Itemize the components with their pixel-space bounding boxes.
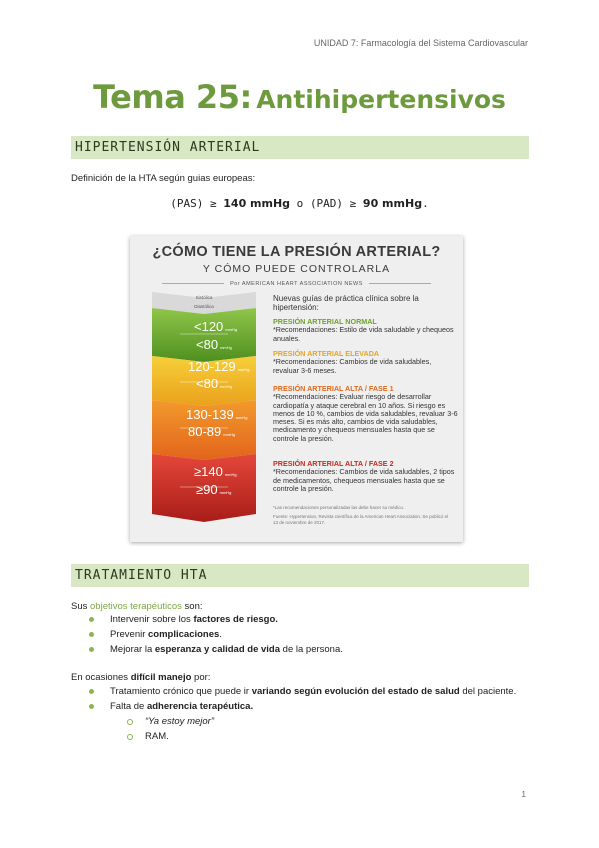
value: ≥140 [194,464,223,479]
label-diastolic: Diastólica [194,304,214,309]
formula-pad: (PAD) ≥ [309,197,363,210]
text: Falta de [110,701,147,712]
stage2-diastolic [196,482,231,497]
list-item [110,699,516,714]
bullet-icon [89,704,94,709]
unit: mmHg [224,472,237,477]
bold-text: complicaciones [148,629,220,640]
text: Tratamiento crónico que puede ir [110,686,252,697]
formula-end: . [422,197,429,210]
stage1-diastolic [188,424,235,439]
list-item [145,729,214,744]
unit: mmHg [237,367,250,372]
bullet-icon [89,632,94,637]
list-item [110,684,516,699]
formula-pas-value: 140 mmHg [223,197,291,210]
infographic-footnote: *Las recomendaciones personalizadas las debe hacer su médico. [273,505,405,510]
blood-pressure-infographic [130,236,463,542]
subreasons-list [145,714,214,744]
value: <120 [194,319,224,334]
list-item [110,642,343,657]
category-title: PRESIÓN ARTERIAL NORMAL [273,317,377,326]
bullet-icon [89,689,94,694]
normal-diastolic [196,337,232,352]
text: . [219,629,222,640]
bullet-icon [89,647,94,652]
unit: mmHg [235,415,248,420]
bold-text: difícil manejo [130,672,192,683]
text: RAM. [145,731,169,742]
unit: mmHg [219,490,232,495]
bold-text: factores de riesgo. [193,614,278,625]
text: del paciente. [459,686,517,697]
category-stage1 [273,385,459,443]
text: En ocasiones [71,672,131,683]
unit: mmHg [225,327,238,332]
circle-bullet-icon [127,734,133,740]
stage2-systolic [194,464,237,479]
text: Mejorar la [110,644,155,655]
section-heading-text: HIPERTENSIÓN ARTERIAL [75,140,261,155]
hta-definition: Definición de la HTA según guias europeas: [71,173,256,184]
text: por: [191,672,211,683]
bold-text: variando según evolución del estado de salud [251,686,460,697]
category-stage2 [273,460,459,493]
difficult-intro [71,672,210,683]
infographic-subtitle: Y CÓMO PUEDE CONTROLARLA [202,263,391,275]
highlight: objetivos terapéuticos [90,601,182,612]
circle-bullet-icon [127,719,133,725]
label-systolic: Sistólica [195,295,213,300]
section-heading-hta [71,136,529,159]
formula-pad-value: 90 mmHg [362,197,423,210]
category-text: *Recomendaciones: Cambios de vida saludables, revaluar 3-6 meses. [273,357,432,375]
category-normal [273,318,459,343]
category-title: PRESIÓN ARTERIAL ALTA / FASE 2 [273,459,394,468]
category-text: *Recomendaciones: Cambios de vida saludables, 2 tipos de medicamentos, chequeos mensuales hasta que se controle la presión. [273,467,455,493]
category-title: PRESIÓN ARTERIAL ALTA / FASE 1 [273,384,394,393]
reasons-list [110,684,516,714]
text: de la persona. [280,644,343,655]
value: ≥90 [196,482,218,497]
unit: mmHg [220,384,232,389]
stage1-systolic [186,407,248,422]
category-elevated [273,350,459,375]
objectives-intro [71,601,203,612]
infographic-credit: Fuente: Hypertension, Revista científica de la American Heart Association. Se publicó el 13 de noviembre de 2017. [273,514,449,525]
value: <80 [196,337,219,352]
text: Intervenir sobre los [110,614,194,625]
category-text: *Recomendaciones: Evaluar riesgo de desarrollar cardiopatía y ataque cerebral en 10 años. Si riesgo es menos de 10 %, cambios de vida saludables, revaluar 3-6 meses. Si es más alto, cambios de vida saludables, medicamento y chequeos mensuales hasta que se controle la presión. [273,392,458,443]
page-number: 1 [521,790,526,799]
title-topic: Antihipertensivos [256,85,506,114]
section-heading-text: TRATAMIENTO HTA [75,568,208,583]
title-number: Tema 25: [93,78,252,116]
text: Sus [71,601,91,612]
text: Prevenir [110,629,149,640]
bold-text: esperanza y calidad de vida [154,644,281,655]
category-text: *Recomendaciones: Estilo de vida saludable y chequeos anuales. [273,325,454,343]
elevated-diastolic [196,376,232,391]
normal-systolic [194,319,237,334]
text: son: [181,601,203,612]
infographic-title: ¿CÓMO TIENE LA PRESIÓN ARTERIAL? [152,244,441,260]
bold-text: adherencia terapéutica. [146,701,254,712]
bullet-icon [89,617,94,622]
infographic-source: Por AMERICAN HEART ASSOCIATION NEWS [130,281,463,287]
value: 130-139 [186,407,234,422]
unit: mmHg [220,345,232,350]
list-item [110,627,343,642]
hta-formula [0,197,599,210]
section-heading-treatment [71,564,529,587]
value: 80-89 [188,424,222,439]
formula-pas: (PAS) ≥ [170,197,224,210]
elevated-systolic [188,359,250,374]
unit-header: UNIDAD 7: Farmacología del Sistema Cardiovascular [313,38,528,48]
formula-or: o [290,197,310,210]
infographic-intro: Nuevas guías de práctica clínica sobre la hipertensión: [273,294,419,312]
list-item [110,612,343,627]
value: <80 [196,376,219,391]
unit: mmHg [223,432,236,437]
value: 120-129 [188,359,236,374]
objectives-list [110,612,343,657]
chevron-normal [152,308,256,362]
category-title: PRESIÓN ARTERIAL ELEVADA [273,349,380,358]
page-title [0,78,599,116]
text: “Ya estoy mejor” [145,716,214,727]
list-item [145,714,214,729]
